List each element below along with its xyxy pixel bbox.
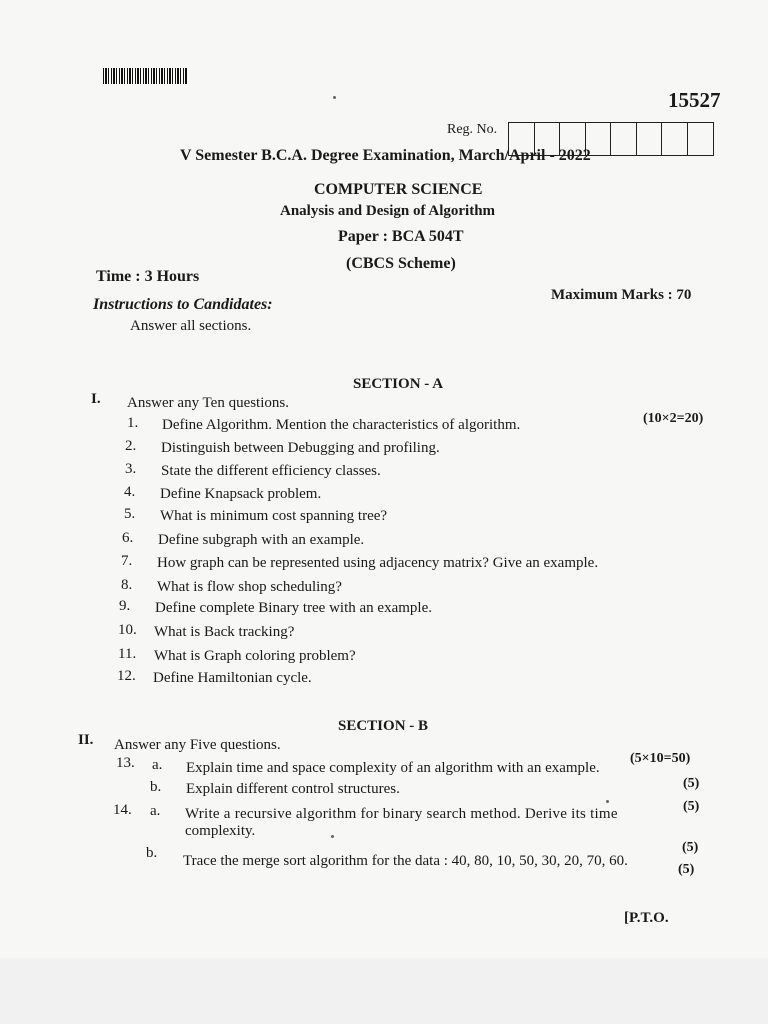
- section-a-marks: (10×2=20): [643, 411, 704, 426]
- question-text: Define Knapsack problem.: [160, 486, 322, 502]
- question-text: What is Graph coloring problem?: [154, 648, 356, 664]
- q13-number: 13.: [116, 755, 135, 771]
- question-number: 4.: [124, 484, 136, 500]
- question-number: 5.: [124, 506, 136, 522]
- question-number: 9.: [119, 598, 131, 614]
- section-a-heading: SECTION - A: [353, 376, 444, 392]
- question-number: 6.: [122, 530, 134, 546]
- reg-no-cell: [637, 123, 663, 155]
- paper-code-line: Paper : BCA 504T: [338, 228, 464, 245]
- time-allowed: Time : 3 Hours: [96, 268, 200, 285]
- reg-no-label: Reg. No.: [447, 122, 498, 137]
- q13b-marks: (5): [683, 799, 700, 814]
- q14a-letter: a.: [150, 803, 161, 819]
- q13a-text: Explain time and space complexity of an algorithm with an example.: [186, 760, 600, 776]
- reg-no-cell: [611, 123, 637, 155]
- please-turn-over: [P.T.O.: [624, 910, 669, 926]
- instructions-text: Answer all sections.: [130, 318, 252, 334]
- q13a-marks: (5): [683, 776, 700, 791]
- question-number: 12.: [117, 668, 136, 684]
- reg-no-cell: [688, 123, 714, 155]
- exam-title: V Semester B.C.A. Degree Examination, March/April - 2022: [180, 147, 591, 164]
- section-a-roman: I.: [91, 391, 101, 407]
- course-title: Analysis and Design of Algorithm: [280, 203, 496, 219]
- q14a-text-line1: Write a recursive algorithm for binary search method. Derive its time: [185, 806, 618, 822]
- question-text: What is minimum cost spanning tree?: [160, 508, 388, 524]
- instructions-label: Instructions to Candidates:: [93, 296, 273, 313]
- question-text: What is flow shop scheduling?: [157, 579, 342, 595]
- q13b-text: Explain different control structures.: [186, 781, 400, 797]
- q14-number: 14.: [113, 802, 132, 818]
- question-text: How graph can be represented using adjacency matrix? Give an example.: [157, 555, 599, 571]
- question-text: Define Hamiltonian cycle.: [153, 670, 312, 686]
- scan-speck: [606, 800, 609, 803]
- question-number: 8.: [121, 577, 133, 593]
- scan-speck: [331, 835, 334, 838]
- section-b-roman: II.: [78, 732, 94, 748]
- q13a-letter: a.: [152, 757, 163, 773]
- reg-no-cell: [662, 123, 688, 155]
- paper-code: 15527: [668, 88, 721, 112]
- q14a-text-line2: complexity.: [185, 823, 256, 839]
- question-number: 10.: [118, 622, 137, 638]
- question-text: State the different efficiency classes.: [161, 463, 381, 479]
- q14b-marks: (5): [678, 862, 695, 877]
- question-number: 2.: [125, 438, 137, 454]
- question-text: Define subgraph with an example.: [158, 532, 365, 548]
- barcode-image: [103, 68, 187, 84]
- section-b-marks: (5×10=50): [630, 751, 691, 766]
- question-number: 3.: [125, 461, 137, 477]
- q14b-text: Trace the merge sort algorithm for the data : 40, 80, 10, 50, 30, 20, 70, 60.: [183, 853, 628, 869]
- section-a-instruction: Answer any Ten questions.: [127, 395, 289, 411]
- scan-speck: [333, 96, 336, 99]
- q14b-letter: b.: [146, 845, 158, 861]
- subject-title: COMPUTER SCIENCE: [314, 181, 483, 198]
- question-text: Define complete Binary tree with an example.: [155, 600, 432, 616]
- scan-background: [0, 958, 768, 1024]
- q13b-letter: b.: [150, 779, 162, 795]
- maximum-marks: Maximum Marks : 70: [551, 287, 692, 303]
- q14a-marks: (5): [682, 840, 699, 855]
- section-b-heading: SECTION - B: [338, 718, 429, 734]
- question-number: 11.: [118, 646, 137, 662]
- question-text: Distinguish between Debugging and profiling.: [161, 440, 440, 456]
- section-b-instruction: Answer any Five questions.: [114, 737, 281, 753]
- question-text: What is Back tracking?: [154, 624, 295, 640]
- question-number: 7.: [121, 553, 133, 569]
- scheme-line: (CBCS Scheme): [346, 255, 456, 272]
- question-text: Define Algorithm. Mention the characteristics of algorithm.: [162, 417, 521, 433]
- question-number: 1.: [127, 415, 139, 431]
